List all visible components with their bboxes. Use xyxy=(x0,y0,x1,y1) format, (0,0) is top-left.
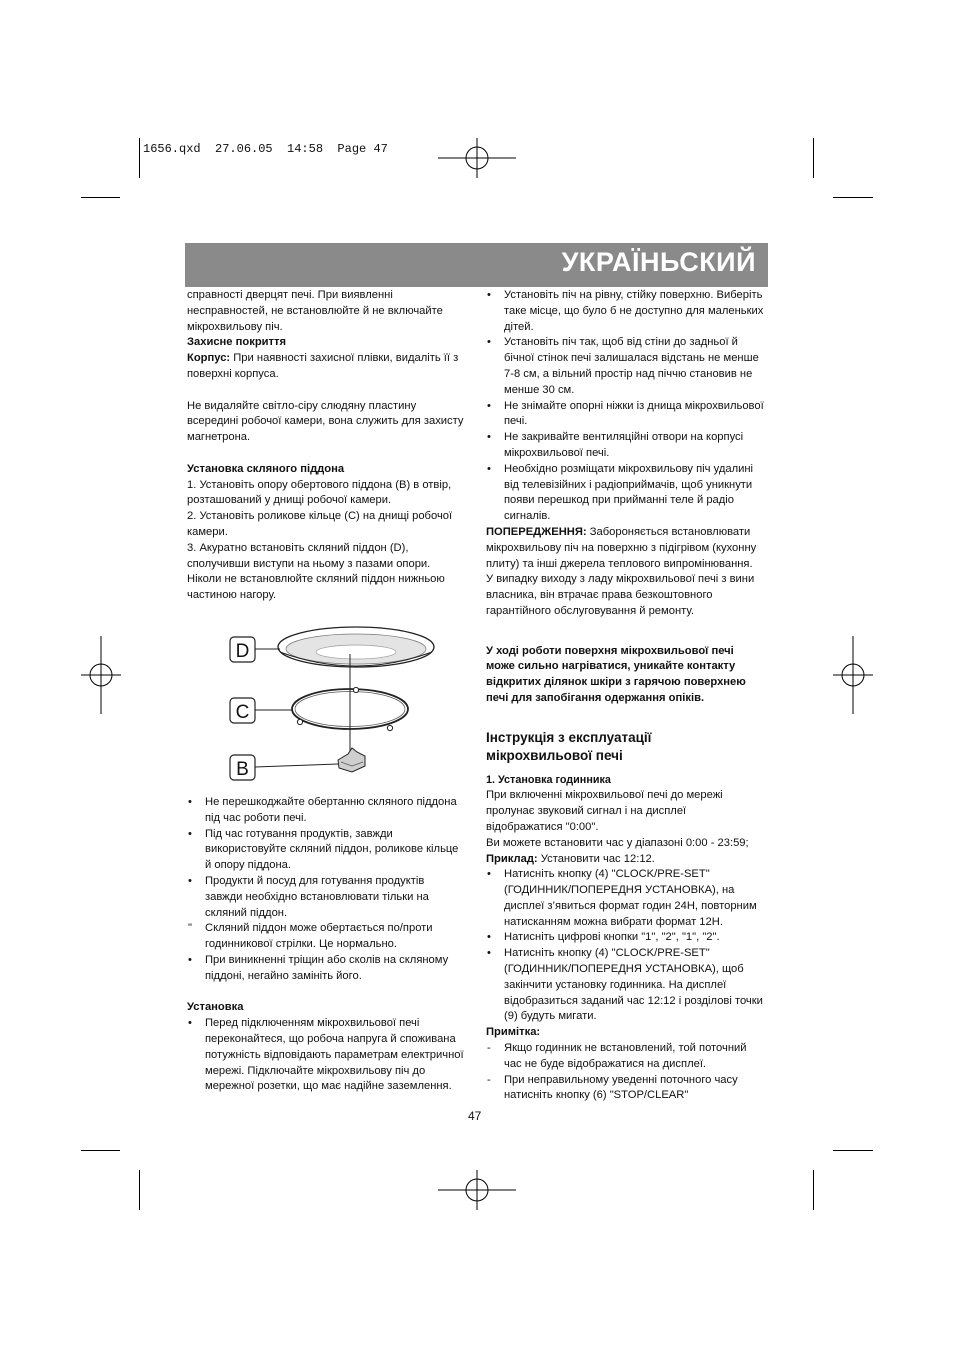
left-column-lower xyxy=(187,795,469,1095)
tray-bullets xyxy=(187,795,469,985)
manual-heading: мікрохвильової печі xyxy=(486,747,623,763)
text-line: Ви можете встановити час у діапазоні 0:00 - 23:59; xyxy=(486,836,749,849)
text-line: від телевізійних і радіоприймачів, щоб уникнути xyxy=(504,478,753,491)
text-line: 3. Акуратно встановіть скляний піддон (D), xyxy=(187,541,409,554)
hot-warning-line: У ході роботи поверхня мікрохвильової печі xyxy=(486,644,734,657)
bullet-mark: • xyxy=(487,868,491,881)
note-label: Примітка: xyxy=(486,1026,541,1039)
text-line: 7-8 см, а вільний простір над піччю становив не xyxy=(504,367,753,380)
text-line: дисплеї з’явиться формат годин 24H, повторним xyxy=(504,899,757,912)
text-line: появи перешкод при прийманні теле й радіо xyxy=(504,494,734,507)
text-line: потужність відповідають параметрам електричної xyxy=(205,1048,464,1061)
list-item xyxy=(486,399,768,431)
text-line: Установіть піч на рівну, стійку поверхню. Виберіть xyxy=(504,289,763,301)
text-line: натисніть кнопку (6) "STOP/CLEAR" xyxy=(504,1089,689,1102)
text-line: поверхні корпуса. xyxy=(187,367,279,380)
label-c: C xyxy=(235,702,250,723)
text-line: Перед підключенням мікрохвильової печі xyxy=(205,1017,420,1030)
text-line: відображатися "0:00". xyxy=(486,820,599,833)
text-line: (ГОДИННИК/ПОПЕРЕДНЯ УСТАНОВКА), на xyxy=(504,884,735,897)
label-d: D xyxy=(235,641,250,662)
text-line: магнетрона. xyxy=(187,431,251,444)
list-item xyxy=(187,874,469,921)
text-line xyxy=(486,852,768,868)
label-b: B xyxy=(236,759,249,780)
registration-mark-left xyxy=(81,636,121,714)
clock-heading: 1. Установка годинника xyxy=(486,773,611,786)
left-column xyxy=(187,288,469,604)
text-line: використовуйте скляний піддон, роликове кільце xyxy=(205,843,459,856)
text-line: справності дверцят печі. При виявленні xyxy=(187,289,393,301)
text-line: Не знімайте опорні ніжки із днища мікрохвильової xyxy=(504,399,764,412)
bullet-mark: - xyxy=(487,1042,491,1055)
text-line: таке місце, що було б не доступно для маленьких xyxy=(504,304,764,317)
text-line: мікрохвильову піч. xyxy=(187,320,283,333)
text-line: пролунає звуковий сигнал і на дисплеї xyxy=(486,805,687,818)
crop-mark xyxy=(833,197,873,198)
list-item xyxy=(486,1073,768,1105)
warning-label: ПОПЕРЕДЖЕННЯ: xyxy=(486,525,587,538)
hot-warning-line: може сильно нагріватися, уникайте контакту xyxy=(486,660,736,673)
text-line: Натисніть кнопку (4) "CLOCK/PRE-SET" xyxy=(504,868,710,881)
text-line: Під час готування продуктів, завжди xyxy=(205,827,393,840)
registration-mark-top xyxy=(438,138,516,178)
bullet-mark: • xyxy=(188,796,192,808)
clock-bullets xyxy=(486,867,768,1025)
text-line xyxy=(486,525,768,541)
bullet-mark: • xyxy=(487,399,491,412)
list-item xyxy=(486,930,768,946)
text-line: мікрохвильову піч на поверхню з підігрівом (кухонну xyxy=(486,541,757,554)
text-line: У випадку виходу з ладу мікрохвильової печі з вини xyxy=(486,573,755,586)
text-line: 2. Установіть роликове кільце (C) на днищі робочої xyxy=(187,510,453,523)
bullet-mark: • xyxy=(188,874,192,887)
text-line: Не закривайте вентиляційні отвори на корпусі xyxy=(504,431,744,444)
text-line: мікрохвильової печі. xyxy=(504,446,610,459)
hot-warning-line: відкритих ділянок шкіри з гарячою поверхнею xyxy=(486,676,746,689)
text-line: печі. xyxy=(504,415,528,428)
text-line: переконайтеся, що робоча напруга й споживана xyxy=(205,1032,456,1045)
text-line: Скляний піддон може обертається по/проти xyxy=(205,922,433,935)
text-line: годинникової стрілки. Це нормально. xyxy=(205,938,398,951)
text-line: Натисніть кнопку (4) "CLOCK/PRE-SET" xyxy=(504,947,710,960)
list-item xyxy=(486,288,768,335)
text-line: натисканням можна вибрати формат 12H. xyxy=(504,915,723,928)
text-line: власника, він втрачає права безкоштовного xyxy=(486,589,713,602)
text-line: 1. Установіть опору обертового піддона (B) в отвір, xyxy=(187,478,452,491)
bullet-mark: • xyxy=(487,947,491,960)
text-line: мережі. Підключайте мікрохвильову піч до xyxy=(205,1064,426,1077)
text-line: Установіть піч так, щоб від стіни до задньої й xyxy=(504,336,738,349)
text-line: розташований у днищі робочої камери. xyxy=(187,494,392,507)
text-line: Натисніть цифрові кнопки "1", "2", "1", "2". xyxy=(504,931,720,944)
text-line: гарантійного обслуговування й ремонту. xyxy=(486,604,694,617)
list-item xyxy=(187,1016,469,1095)
bullet-mark: • xyxy=(487,336,491,349)
text-line: мережної розетки, що має надійне заземлення. xyxy=(205,1080,452,1093)
list-item xyxy=(486,430,768,462)
text-line: завжди необхідно встановлювати тільки на xyxy=(205,890,429,903)
body-label: Корпус: xyxy=(187,352,231,365)
text-line: сполучивши виступи на ньому з пазами опори. xyxy=(187,557,431,570)
crop-mark xyxy=(833,1150,873,1151)
list-item xyxy=(486,946,768,1025)
list-item xyxy=(486,1041,768,1073)
crop-mark xyxy=(813,138,814,178)
text-line: дітей. xyxy=(504,320,534,333)
text-line: менше 30 см. xyxy=(504,383,575,396)
bullet-mark: " xyxy=(188,922,192,935)
bullet-mark: • xyxy=(188,953,192,966)
registration-mark-right xyxy=(833,636,873,714)
right-column xyxy=(486,288,768,1104)
text-line xyxy=(187,351,469,367)
text-line: При неправильному уведенні поточного часу xyxy=(504,1073,738,1086)
warning-text: Забороняється встановлювати xyxy=(586,525,751,538)
text-line: закінчити установку годинника. На дисплеї xyxy=(504,978,727,991)
example-label: Приклад: xyxy=(486,852,538,865)
placement-bullets xyxy=(486,288,768,525)
turntable-diagram xyxy=(228,624,448,790)
text-line: (ГОДИННИК/ПОПЕРЕДНЯ УСТАНОВКА), щоб xyxy=(504,963,744,976)
text-line: сигналів. xyxy=(504,510,551,523)
bullet-mark: • xyxy=(487,931,491,944)
bullet-mark: • xyxy=(188,1017,192,1030)
crop-mark xyxy=(81,1150,120,1151)
install-heading: Установка xyxy=(187,1001,244,1014)
list-item xyxy=(187,921,469,953)
list-item xyxy=(187,827,469,874)
text-line: відобразиться заданий час 12:12 і розділові точки xyxy=(504,994,763,1007)
text-line: Не перешкоджайте обертанню скляного піддона xyxy=(205,796,457,808)
text-line: При включенні мікрохвильової печі до мережі xyxy=(486,789,723,802)
glass-tray-heading: Установка скляного піддона xyxy=(187,462,345,475)
body-text: При наявності захисної плівки, видаліть її з xyxy=(230,352,459,365)
hot-warning-line: печі для запобігання одержання опіків. xyxy=(486,691,705,704)
text-line: плиту) та інші джерела теплового випромінювання. xyxy=(486,557,753,570)
list-item xyxy=(187,953,469,985)
text-line: Ніколи не встановлюйте скляний піддон нижньою xyxy=(187,573,445,586)
text-line: Не видаляйте світло-сіру слюдяну пластину xyxy=(187,399,417,412)
text-line: (9) будуть мигати. xyxy=(504,1010,597,1023)
bullet-mark: • xyxy=(487,431,491,444)
text-line: Необхідно розміщати мікрохвильову піч удалині xyxy=(504,462,754,475)
text-line: бічної стінок печі залишалася відстань не менше xyxy=(504,352,759,365)
list-item xyxy=(486,462,768,525)
registration-mark-bottom xyxy=(438,1170,516,1210)
text-line: піддоні, негайно замініть його. xyxy=(205,969,362,982)
file-slug: 1656.qxd 27.06.05 14:58 Page 47 xyxy=(143,142,388,156)
page-title: УКРАЇНЬСКИЙ xyxy=(561,247,756,277)
crop-mark xyxy=(813,1170,814,1210)
text-line: всередині робочої камери, вона служить для захисту xyxy=(187,415,464,428)
list-item xyxy=(187,795,469,827)
text-line: Продукти й посуд для готування продуктів xyxy=(205,874,425,887)
text-line: При виникненні тріщин або сколів на скляному xyxy=(205,953,449,966)
crop-mark xyxy=(139,138,140,178)
crop-mark xyxy=(139,1170,140,1210)
bullet-mark: • xyxy=(487,289,491,301)
install-bullets xyxy=(187,1016,469,1095)
manual-heading: Інструкція з експлуатації xyxy=(486,729,652,745)
bullet-mark: • xyxy=(487,462,491,475)
text-line: камери. xyxy=(187,525,228,538)
note-list xyxy=(486,1041,768,1104)
bullet-mark: - xyxy=(487,1073,491,1086)
text-line: під час роботи печі. xyxy=(205,811,307,824)
text-line: частиною нагору. xyxy=(187,589,277,602)
list-item xyxy=(486,335,768,398)
list-item xyxy=(486,867,768,930)
language-banner xyxy=(185,243,768,287)
text-line: скляний піддон. xyxy=(205,906,288,919)
text-line: Якщо годинник не встановлений, той поточний xyxy=(504,1042,747,1055)
example-text: Установити час 12:12. xyxy=(537,852,655,865)
bullet-mark: • xyxy=(188,827,192,840)
page-number: 47 xyxy=(468,1109,482,1123)
text-line: несправностей, не встановлюйте й не включайте xyxy=(187,304,443,317)
crop-mark xyxy=(81,197,120,198)
coating-heading: Захисне покриття xyxy=(187,336,287,349)
text-line: час не буде відображатися на дисплеї. xyxy=(504,1057,707,1070)
text-line: й опору піддона. xyxy=(205,859,291,872)
